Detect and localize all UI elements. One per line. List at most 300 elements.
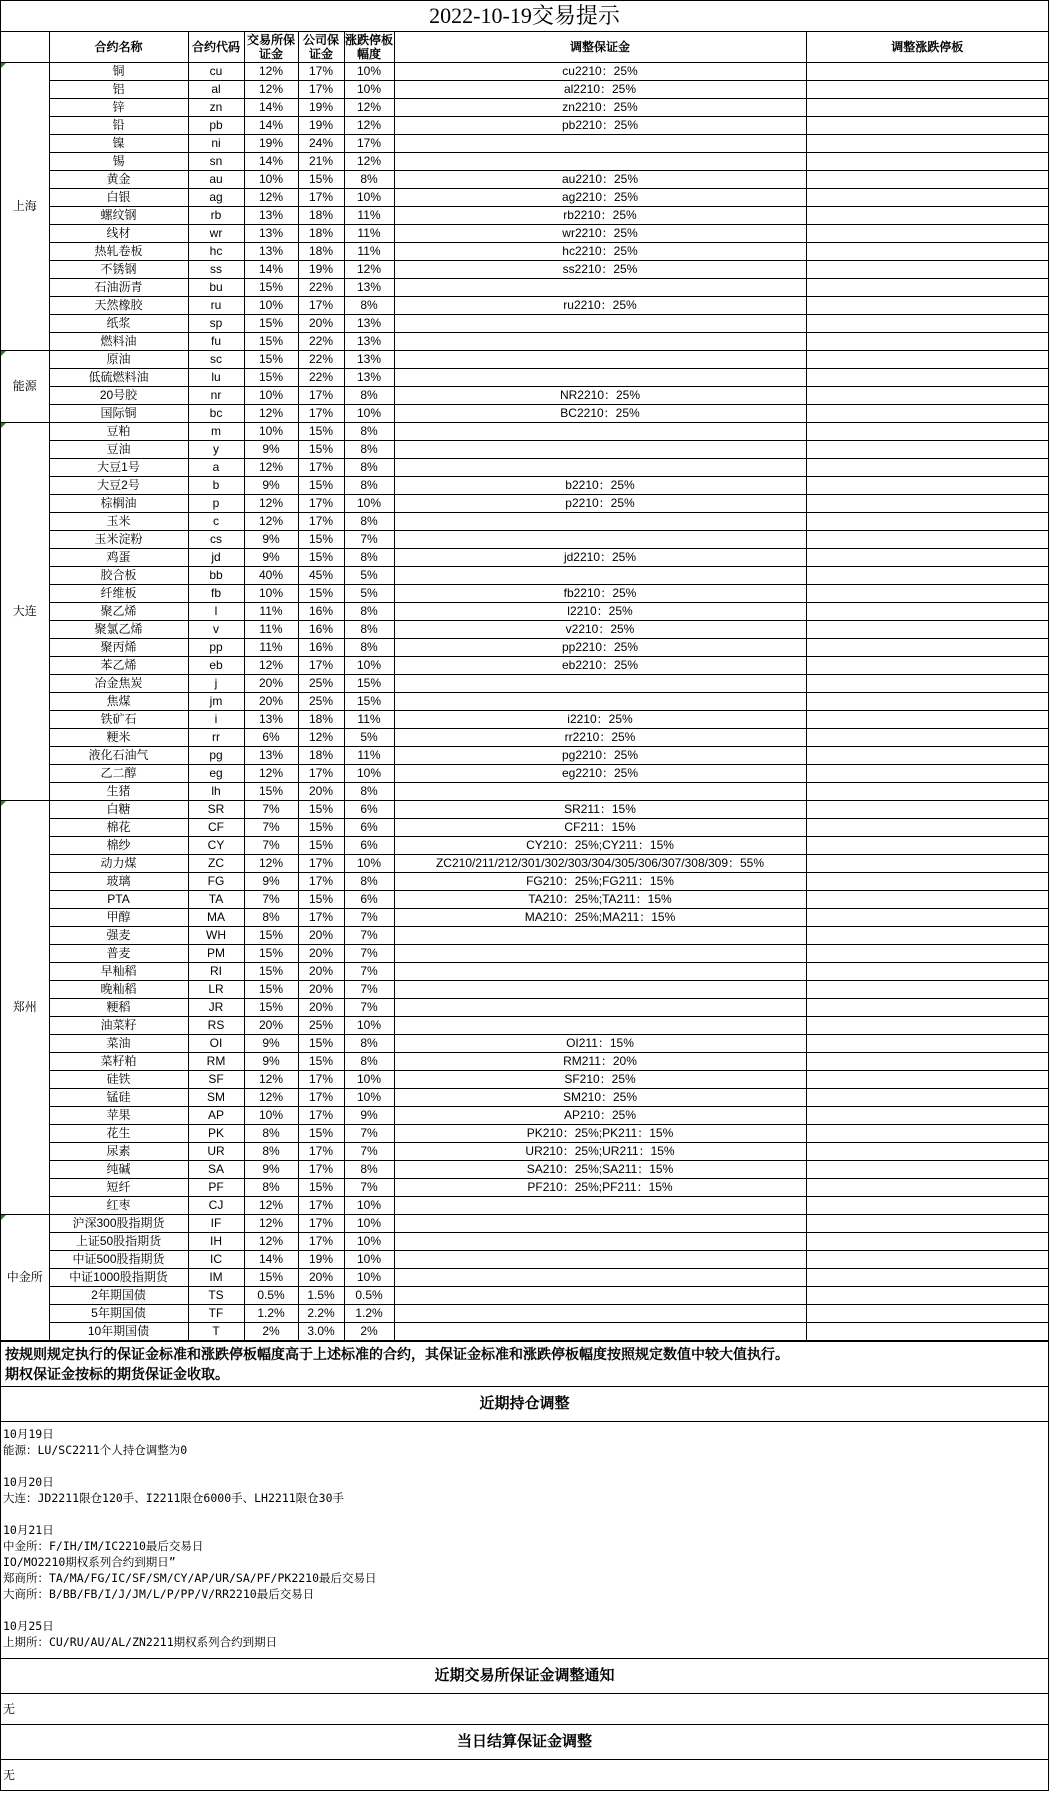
- exchange-label: 中金所: [6, 1270, 43, 1284]
- contract-name: 大豆1号: [49, 459, 188, 477]
- adjusted-margin: [394, 531, 806, 549]
- exchange-margin: 1.2%: [244, 1305, 298, 1323]
- adjusted-margin: AP210：25%: [394, 1107, 806, 1125]
- contract-code: jm: [188, 693, 244, 711]
- adjusted-limit: [806, 783, 1048, 801]
- adjusted-margin: p2210：25%: [394, 495, 806, 513]
- adjusted-limit: [806, 1125, 1048, 1143]
- contract-code: p: [188, 495, 244, 513]
- company-margin: 15%: [298, 441, 344, 459]
- exchange-margin: 15%: [244, 783, 298, 801]
- contract-code: rr: [188, 729, 244, 747]
- exchange-margin: 20%: [244, 693, 298, 711]
- adjusted-margin: [394, 1233, 806, 1251]
- table-row: [1, 153, 1048, 171]
- contract-name: 锰硅: [49, 1089, 188, 1107]
- exchange-margin: 7%: [244, 891, 298, 909]
- contract-name: 红枣: [49, 1197, 188, 1215]
- contract-code: ZC: [188, 855, 244, 873]
- contract-name: 热轧卷板: [49, 243, 188, 261]
- contract-code: LR: [188, 981, 244, 999]
- adjusted-margin: [394, 459, 806, 477]
- table-row: [1, 1035, 1048, 1053]
- company-margin: 17%: [298, 1161, 344, 1179]
- adjusted-margin: pb2210：25%: [394, 117, 806, 135]
- contract-name: 玉米淀粉: [49, 531, 188, 549]
- contract-code: UR: [188, 1143, 244, 1161]
- contract-name: 2年期国债: [49, 1287, 188, 1305]
- adjusted-margin: ru2210：25%: [394, 297, 806, 315]
- adjusted-limit: [806, 171, 1048, 189]
- price-limit: 7%: [344, 945, 394, 963]
- table-row: [1, 1107, 1048, 1125]
- adjusted-limit: [806, 909, 1048, 927]
- table-row: [1, 297, 1048, 315]
- adjusted-limit: [806, 963, 1048, 981]
- adjusted-limit: [806, 1179, 1048, 1197]
- adjusted-margin: wr2210：25%: [394, 225, 806, 243]
- exchange-margin: 10%: [244, 585, 298, 603]
- exchange-margin: 9%: [244, 477, 298, 495]
- table-row: [1, 1071, 1048, 1089]
- table-row: [1, 279, 1048, 297]
- company-margin: 18%: [298, 207, 344, 225]
- contract-name: 白糖: [49, 801, 188, 819]
- price-limit: 8%: [344, 549, 394, 567]
- position-adjust-body: [1, 1421, 1048, 1658]
- company-margin: 2.2%: [298, 1305, 344, 1323]
- exchange-margin: 14%: [244, 1251, 298, 1269]
- adjusted-margin: FG210：25%;FG211：15%: [394, 873, 806, 891]
- contract-name: 动力煤: [49, 855, 188, 873]
- price-limit: 8%: [344, 621, 394, 639]
- price-limit: 10%: [344, 1017, 394, 1035]
- table-row: [1, 441, 1048, 459]
- table-row: [1, 459, 1048, 477]
- table-row: [1, 873, 1048, 891]
- position-adjust-date: 10月21日: [3, 1523, 54, 1537]
- price-limit: 6%: [344, 837, 394, 855]
- contract-code: ss: [188, 261, 244, 279]
- contract-code: v: [188, 621, 244, 639]
- company-margin: 15%: [298, 1053, 344, 1071]
- adjusted-margin: ag2210：25%: [394, 189, 806, 207]
- table-row: [1, 81, 1048, 99]
- contract-name: 强麦: [49, 927, 188, 945]
- contract-name: 粳稻: [49, 999, 188, 1017]
- exchange-margin: 10%: [244, 297, 298, 315]
- adjusted-limit: [806, 297, 1048, 315]
- contract-code: PK: [188, 1125, 244, 1143]
- table-row: [1, 783, 1048, 801]
- price-limit: 13%: [344, 315, 394, 333]
- contract-code: RM: [188, 1053, 244, 1071]
- company-margin: 18%: [298, 711, 344, 729]
- company-margin: 17%: [298, 1215, 344, 1233]
- company-margin: 20%: [298, 927, 344, 945]
- contract-code: au: [188, 171, 244, 189]
- contract-code: zn: [188, 99, 244, 117]
- adjusted-limit: [806, 1251, 1048, 1269]
- company-margin: 17%: [298, 1089, 344, 1107]
- exchange-margin: 12%: [244, 63, 298, 81]
- adjusted-limit: [806, 999, 1048, 1017]
- exchange-margin: 11%: [244, 639, 298, 657]
- exchange-margin: 9%: [244, 441, 298, 459]
- company-margin: 17%: [298, 405, 344, 423]
- contract-name: 棉花: [49, 819, 188, 837]
- company-margin: 15%: [298, 801, 344, 819]
- contract-name: 棉纱: [49, 837, 188, 855]
- exchange-margin: 12%: [244, 1233, 298, 1251]
- exchange-margin: 19%: [244, 135, 298, 153]
- price-limit: 7%: [344, 909, 394, 927]
- exchange-margin: 9%: [244, 1161, 298, 1179]
- table-row: [1, 513, 1048, 531]
- company-margin: 15%: [298, 585, 344, 603]
- company-margin: 17%: [298, 189, 344, 207]
- table-row: [1, 1251, 1048, 1269]
- price-limit: 12%: [344, 99, 394, 117]
- contract-code: c: [188, 513, 244, 531]
- company-margin: 22%: [298, 369, 344, 387]
- table-row: [1, 1233, 1048, 1251]
- adjusted-margin: PK210：25%;PK211：15%: [394, 1125, 806, 1143]
- company-margin: 22%: [298, 333, 344, 351]
- exchange-margin-notice-title: 近期交易所保证金调整通知: [1, 1658, 1048, 1693]
- table-row: [1, 405, 1048, 423]
- contract-code: WH: [188, 927, 244, 945]
- adjusted-limit: [806, 1233, 1048, 1251]
- position-adjust-line: 中金所：F/IH/IM/IC2210最后交易日: [3, 1539, 204, 1553]
- table-row: [1, 639, 1048, 657]
- adjusted-margin: TA210：25%;TA211：15%: [394, 891, 806, 909]
- adjusted-margin: [394, 423, 806, 441]
- company-margin: 17%: [298, 657, 344, 675]
- adjusted-margin: [394, 999, 806, 1017]
- adjusted-limit: [806, 135, 1048, 153]
- exchange-margin: 15%: [244, 1269, 298, 1287]
- adjusted-limit: [806, 387, 1048, 405]
- contract-name: 10年期国债: [49, 1323, 188, 1341]
- price-limit: 5%: [344, 585, 394, 603]
- adjusted-margin: [394, 1305, 806, 1323]
- contract-name: 花生: [49, 1125, 188, 1143]
- contract-code: i: [188, 711, 244, 729]
- header-code: 合约代码: [188, 32, 244, 63]
- company-margin: 24%: [298, 135, 344, 153]
- cell-comment-marker: [1, 801, 6, 806]
- contract-code: ru: [188, 297, 244, 315]
- price-limit: 11%: [344, 747, 394, 765]
- company-margin: 3.0%: [298, 1323, 344, 1341]
- company-margin: 17%: [298, 1197, 344, 1215]
- exchange-margin-notice-body: 无: [1, 1693, 1048, 1724]
- adjusted-margin: [394, 1251, 806, 1269]
- contract-name: 尿素: [49, 1143, 188, 1161]
- position-adjust-group: [3, 1522, 1046, 1602]
- cell-comment-marker: [1, 423, 6, 428]
- exchange-margin: 12%: [244, 405, 298, 423]
- price-limit: 17%: [344, 135, 394, 153]
- table-row: [1, 675, 1048, 693]
- contract-name: 甲醇: [49, 909, 188, 927]
- adjusted-limit: [806, 891, 1048, 909]
- contract-code: l: [188, 603, 244, 621]
- adjusted-limit: [806, 333, 1048, 351]
- adjusted-margin: [394, 1269, 806, 1287]
- company-margin: 20%: [298, 981, 344, 999]
- price-limit: 7%: [344, 999, 394, 1017]
- contract-code: pp: [188, 639, 244, 657]
- table-row: [1, 1215, 1048, 1233]
- adjusted-margin: [394, 693, 806, 711]
- exchange-margin: 2%: [244, 1323, 298, 1341]
- adjusted-margin: [394, 1287, 806, 1305]
- contract-name: 冶金焦炭: [49, 675, 188, 693]
- contract-code: pb: [188, 117, 244, 135]
- contract-name: 锌: [49, 99, 188, 117]
- contract-name: 液化石油气: [49, 747, 188, 765]
- price-limit: 7%: [344, 531, 394, 549]
- exchange-margin: 7%: [244, 819, 298, 837]
- price-limit: 5%: [344, 729, 394, 747]
- company-margin: 16%: [298, 603, 344, 621]
- exchange-margin: 12%: [244, 459, 298, 477]
- contract-name: 5年期国债: [49, 1305, 188, 1323]
- exchange-margin: 13%: [244, 225, 298, 243]
- adjusted-limit: [806, 1269, 1048, 1287]
- contract-name: 早籼稻: [49, 963, 188, 981]
- adjusted-limit: [806, 63, 1048, 81]
- adjusted-limit: [806, 945, 1048, 963]
- contract-name: PTA: [49, 891, 188, 909]
- adjusted-limit: [806, 1071, 1048, 1089]
- price-limit: 10%: [344, 1071, 394, 1089]
- table-row: [1, 387, 1048, 405]
- contract-code: IC: [188, 1251, 244, 1269]
- company-margin: 18%: [298, 747, 344, 765]
- contract-name: 短纤: [49, 1179, 188, 1197]
- adjusted-margin: SF210：25%: [394, 1071, 806, 1089]
- table-row: [1, 999, 1048, 1017]
- position-adjust-line: IO/MO2210期权系列合约到期日”: [3, 1555, 176, 1569]
- adjusted-margin: SA210：25%;SA211：15%: [394, 1161, 806, 1179]
- adjusted-limit: [806, 747, 1048, 765]
- contract-code: hc: [188, 243, 244, 261]
- adjusted-limit: [806, 81, 1048, 99]
- contract-name: 大豆2号: [49, 477, 188, 495]
- contract-code: T: [188, 1323, 244, 1341]
- position-adjust-line: 大商所：B/BB/FB/I/J/JM/L/P/PP/V/RR2210最后交易日: [3, 1587, 315, 1601]
- adjusted-limit: [806, 279, 1048, 297]
- table-row: [1, 495, 1048, 513]
- company-margin: 25%: [298, 693, 344, 711]
- exchange-label: 上海: [12, 199, 37, 213]
- price-limit: 10%: [344, 1251, 394, 1269]
- table-row: [1, 315, 1048, 333]
- exchange-label: 大连: [12, 604, 37, 618]
- exchange-margin: 8%: [244, 1143, 298, 1161]
- contract-code: fu: [188, 333, 244, 351]
- cell-comment-marker: [1, 63, 6, 68]
- settlement-margin-title: 当日结算保证金调整: [1, 1724, 1048, 1759]
- company-margin: 20%: [298, 1269, 344, 1287]
- contract-name: 苯乙烯: [49, 657, 188, 675]
- exchange-margin: 13%: [244, 243, 298, 261]
- contract-code: IH: [188, 1233, 244, 1251]
- price-limit: 12%: [344, 153, 394, 171]
- adjusted-margin: pp2210：25%: [394, 639, 806, 657]
- adjusted-limit: [806, 873, 1048, 891]
- contract-name: 中证500股指期货: [49, 1251, 188, 1269]
- adjusted-margin: [394, 1197, 806, 1215]
- contract-code: CY: [188, 837, 244, 855]
- exchange-margin: 12%: [244, 189, 298, 207]
- adjusted-limit: [806, 369, 1048, 387]
- table-row: [1, 477, 1048, 495]
- exchange-margin: 10%: [244, 387, 298, 405]
- exchange-margin: 40%: [244, 567, 298, 585]
- company-margin: 15%: [298, 1035, 344, 1053]
- adjusted-limit: [806, 117, 1048, 135]
- contract-code: SA: [188, 1161, 244, 1179]
- price-limit: 12%: [344, 261, 394, 279]
- table-row: [1, 693, 1048, 711]
- contract-name: 不锈钢: [49, 261, 188, 279]
- adjusted-margin: al2210：25%: [394, 81, 806, 99]
- adjusted-limit: [806, 585, 1048, 603]
- adjusted-limit: [806, 1035, 1048, 1053]
- position-adjust-line: 上期所：CU/RU/AU/AL/ZN2211期权系列合约到期日: [3, 1635, 278, 1649]
- contract-code: RI: [188, 963, 244, 981]
- header-limit: 涨跌停板幅度: [344, 33, 393, 61]
- price-limit: 2%: [344, 1323, 394, 1341]
- company-margin: 12%: [298, 729, 344, 747]
- adjusted-margin: UR210：25%;UR211：15%: [394, 1143, 806, 1161]
- price-limit: 8%: [344, 639, 394, 657]
- price-limit: 7%: [344, 927, 394, 945]
- adjusted-limit: [806, 225, 1048, 243]
- contract-name: 上证50股指期货: [49, 1233, 188, 1251]
- exchange-margin: 11%: [244, 603, 298, 621]
- contract-code: y: [188, 441, 244, 459]
- exchange-label: 郑州: [12, 1000, 37, 1014]
- contract-code: al: [188, 81, 244, 99]
- adjusted-margin: [394, 135, 806, 153]
- price-limit: 15%: [344, 675, 394, 693]
- contract-code: bb: [188, 567, 244, 585]
- table-row: [1, 909, 1048, 927]
- company-margin: 22%: [298, 351, 344, 369]
- adjusted-limit: [806, 1215, 1048, 1233]
- price-limit: 6%: [344, 819, 394, 837]
- adjusted-margin: [394, 1215, 806, 1233]
- cell-comment-marker: [1, 351, 6, 356]
- adjusted-limit: [806, 1323, 1048, 1341]
- price-limit: 13%: [344, 279, 394, 297]
- contract-name: 生猪: [49, 783, 188, 801]
- price-limit: 10%: [344, 855, 394, 873]
- exchange-margin: 15%: [244, 981, 298, 999]
- adjusted-limit: [806, 1053, 1048, 1071]
- adjusted-limit: [806, 729, 1048, 747]
- company-margin: 45%: [298, 567, 344, 585]
- position-adjust-line: 能源：LU/SC2211个人持仓调整为0: [3, 1443, 188, 1457]
- adjusted-limit: [806, 477, 1048, 495]
- exchange-margin: 6%: [244, 729, 298, 747]
- position-adjust-group: [3, 1474, 1046, 1506]
- exchange-margin: 9%: [244, 531, 298, 549]
- price-limit: 7%: [344, 963, 394, 981]
- price-limit: 8%: [344, 441, 394, 459]
- contract-code: bc: [188, 405, 244, 423]
- adjusted-limit: [806, 495, 1048, 513]
- company-margin: 17%: [298, 297, 344, 315]
- table-row: [1, 801, 1048, 819]
- contract-name: 石油沥青: [49, 279, 188, 297]
- adjusted-margin: pg2210：25%: [394, 747, 806, 765]
- price-limit: 8%: [344, 387, 394, 405]
- contract-code: cu: [188, 63, 244, 81]
- price-limit: 10%: [344, 657, 394, 675]
- adjusted-margin: CY210：25%;CY211：15%: [394, 837, 806, 855]
- adjusted-margin: cu2210：25%: [394, 63, 806, 81]
- contract-name: 粳米: [49, 729, 188, 747]
- adjusted-limit: [806, 981, 1048, 999]
- price-limit: 10%: [344, 765, 394, 783]
- company-margin: 18%: [298, 225, 344, 243]
- adjusted-limit: [806, 243, 1048, 261]
- company-margin: 19%: [298, 1251, 344, 1269]
- position-adjust-title: 近期持仓调整: [1, 1386, 1048, 1421]
- contract-code: cs: [188, 531, 244, 549]
- exchange-cell: [1, 63, 49, 351]
- price-limit: 5%: [344, 567, 394, 585]
- adjusted-margin: [394, 963, 806, 981]
- adjusted-margin: NR2210：25%: [394, 387, 806, 405]
- company-margin: 17%: [298, 1107, 344, 1125]
- table-row: [1, 747, 1048, 765]
- exchange-margin: 10%: [244, 171, 298, 189]
- contract-code: TS: [188, 1287, 244, 1305]
- adjusted-margin: hc2210：25%: [394, 243, 806, 261]
- position-adjust-line: 郑商所：TA/MA/FG/IC/SF/SM/CY/AP/UR/SA/PF/PK2210最后交易日: [3, 1571, 377, 1585]
- table-row: [1, 225, 1048, 243]
- contract-name: 菜油: [49, 1035, 188, 1053]
- contract-code: b: [188, 477, 244, 495]
- price-limit: 8%: [344, 1053, 394, 1071]
- adjusted-limit: [806, 1017, 1048, 1035]
- exchange-margin: 8%: [244, 909, 298, 927]
- table-row: [1, 1017, 1048, 1035]
- adjusted-limit: [806, 549, 1048, 567]
- company-margin: 20%: [298, 315, 344, 333]
- adjusted-limit: [806, 837, 1048, 855]
- company-margin: 17%: [298, 1233, 344, 1251]
- contract-name: 白银: [49, 189, 188, 207]
- adjusted-limit: [806, 639, 1048, 657]
- contract-name: 纸浆: [49, 315, 188, 333]
- contract-code: m: [188, 423, 244, 441]
- rules-note: [1, 1341, 1048, 1386]
- contract-code: nr: [188, 387, 244, 405]
- exchange-margin: 12%: [244, 81, 298, 99]
- contract-name: 镍: [49, 135, 188, 153]
- company-margin: 17%: [298, 513, 344, 531]
- table-row: [1, 657, 1048, 675]
- adjusted-margin: i2210：25%: [394, 711, 806, 729]
